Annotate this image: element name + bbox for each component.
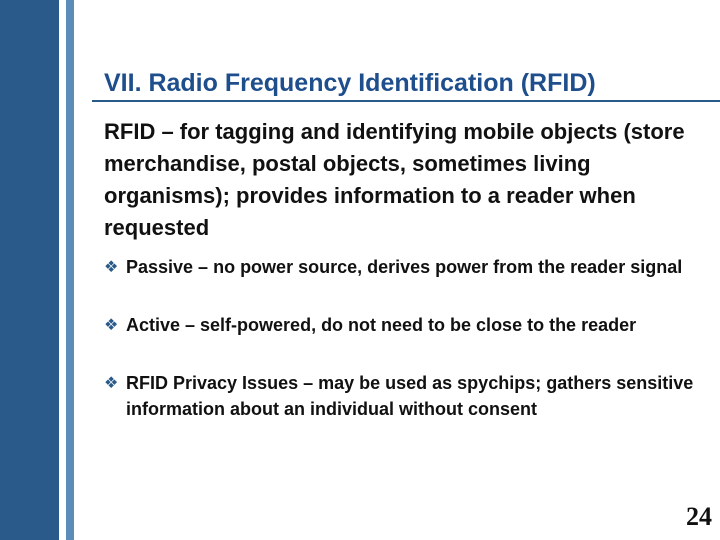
page-number: 24 — [686, 502, 712, 531]
diamond-bullet-icon: ❖ — [104, 315, 119, 334]
slide-title: VII. Radio Frequency Identification (RFID) — [104, 68, 596, 97]
diamond-bullet-icon: ❖ — [104, 373, 119, 392]
title-divider — [92, 100, 720, 102]
bullet-text: Passive – no power source, derives power from the reader signal — [126, 257, 683, 277]
bullet-list — [104, 254, 694, 422]
left-accent-bar — [0, 0, 59, 540]
bullet-text: RFID Privacy Issues – may be used as spychips; gathers sensitive information about an individual without consent — [126, 373, 694, 419]
slide-intro-text: RFID – for tagging and identifying mobile objects (store merchandise, postal objects, sometimes living organisms); provides information to a reader when requested — [104, 119, 685, 240]
bullet-text: Active – self-powered, do not need to be close to the reader — [126, 315, 637, 335]
bullet-active — [104, 312, 694, 338]
left-accent-stripe — [66, 0, 74, 540]
diamond-bullet-icon: ❖ — [104, 257, 119, 276]
bullet-privacy — [104, 370, 694, 422]
bullet-passive — [104, 254, 694, 280]
